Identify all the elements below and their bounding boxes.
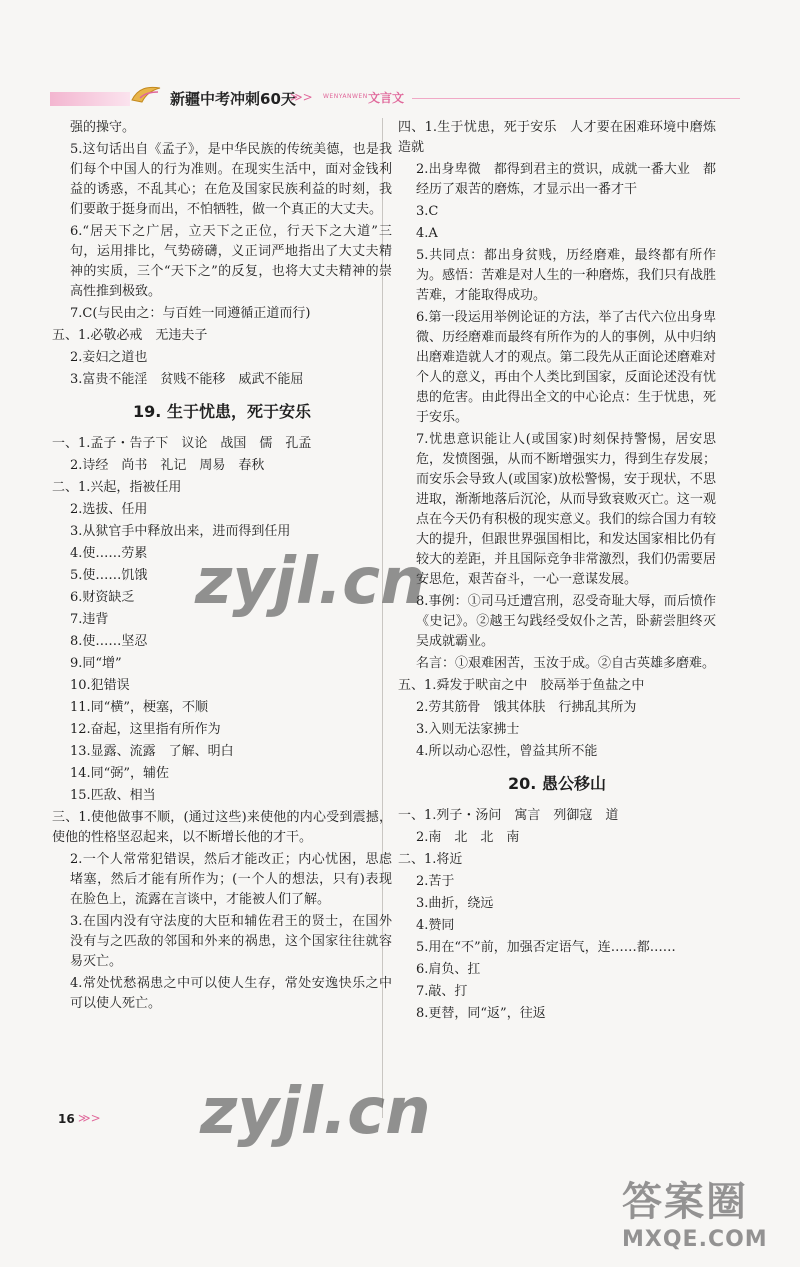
answer-line: 6.财资缺乏: [70, 590, 135, 605]
answer-line: 10.犯错误: [70, 678, 130, 693]
corner-watermark-url: MXQE.COM: [622, 1227, 768, 1252]
page-header: [40, 70, 740, 120]
answer-line: 3.富贵不能淫 贫贱不能移 威武不能屈: [70, 372, 304, 387]
answer-line: 9.同“增”: [70, 656, 122, 671]
answer-line: 二、1.兴起，指被任用: [52, 480, 182, 495]
answer-line: 五、1.必敬必戒 无违夫子: [52, 328, 208, 343]
answer-line: 6.“居天下之广居，立天下之正位，行天下之大道”三句，运用排比，气势磅礴，义正词严地指出了大丈夫精神的实质，三个“天下之”的反复，也将大丈夫精神的崇高性推到极致。: [70, 224, 392, 299]
answer-line: 11.同“横”，梗塞，不顺: [70, 700, 208, 715]
answer-line: 15.匹敌、相当: [70, 788, 156, 803]
answer-line: 5.共同点：都出身贫贱，历经磨难，最终都有所作为。感悟：苦难是对人生的一种磨炼，我们只有战胜苦难，才能取得成功。: [416, 248, 716, 303]
answer-line: 2.南 北 北 南: [416, 830, 520, 845]
answer-line: 7.C(与民由之：与百姓一同遵循正道而行): [70, 306, 311, 321]
header-pinyin: WENYANWEN: [323, 93, 368, 100]
answer-line: 3.C: [416, 204, 439, 219]
answer-line: 一、1.孟子・告子下 议论 战国 儒 孔孟: [52, 436, 312, 451]
answer-line: 7.敲、打: [416, 984, 468, 999]
answer-line: 五、1.舜发于畎亩之中 胶鬲举于鱼盐之中: [398, 678, 645, 693]
answer-line: 6.第一段运用举例论证的方法，举了古代六位出身卑微、历经磨难而最终有所作为的人的事例，从中归纳出磨难造就人才的观点。第二段先从正面论述磨难对个人的意义，再由个人类比到国家，反面论述没有忧患的危害。由此得出全文的中心论点：生于忧患，死于安乐。: [416, 310, 716, 425]
page-number-arrows: ≫>: [78, 1111, 101, 1125]
answer-line: 8.更替，同“返”，往返: [416, 1006, 546, 1021]
section-title-20: 20. 愚公移山: [508, 774, 606, 793]
corner-watermark: [622, 1170, 792, 1260]
section-title-19: 19. 生于忧患，死于安乐: [133, 402, 311, 421]
header-arrows: ≫>: [290, 90, 313, 104]
answer-line: 2.一个人常常犯错误，然后才能改正；内心忧困，思虑堵塞，然后才能有所作为；(一个人的想法，只有)表现在脸色上，流露在言谈中，才能被人们了解。: [70, 852, 392, 907]
answer-line: 4.所以动心忍性，曾益其所不能: [416, 744, 598, 759]
answer-line: 8.事例：①司马迁遭宫刑，忍受奇耻大辱，而后愤作《史记》。②越王勾践经受奴仆之苦，卧薪尝胆终灭吴成就霸业。: [416, 594, 716, 649]
answer-line: 2.出身卑微 都得到君主的赏识，成就一番大业 都经历了艰苦的磨炼，才显示出一番才干: [416, 162, 716, 197]
header-pink-band: [50, 92, 130, 106]
answer-line: 8.使……坚忍: [70, 634, 148, 649]
answer-line: 强的操守。: [70, 120, 136, 135]
answer-line: 5.用在“不”前，加强否定语气，连……都……: [416, 940, 676, 955]
answer-line: 4.赞同: [416, 918, 455, 933]
right-column: [398, 118, 716, 1026]
answer-line: 2.妾妇之道也: [70, 350, 148, 365]
watermark: zyjl.cn: [195, 545, 426, 619]
corner-watermark-logo: 答案圈: [622, 1179, 748, 1225]
answer-line: 四、1.生于忧患，死于安乐 人才要在困难环境中磨炼造就: [398, 120, 716, 155]
watermark: zyjl.cn: [200, 1075, 431, 1149]
answer-line: 3.在国内没有守法度的大臣和辅佐君王的贤士，在国外没有与之匹敌的邻国和外来的祸患，这个国家往往就容易灭亡。: [70, 914, 392, 969]
answer-line: 14.同“弼”，辅佐: [70, 766, 169, 781]
header-rule: [412, 98, 740, 99]
answer-line: 2.苦于: [416, 874, 455, 889]
page-number: 16: [58, 1112, 75, 1126]
answer-line: 3.从狱官手中释放出来，进而得到任用: [70, 524, 291, 539]
answer-line: 名言：①艰难困苦，玉汝于成。②自古英雄多磨难。: [416, 656, 716, 671]
answer-line: 12.奋起，这里指有所作为: [70, 722, 221, 737]
answer-line: 3.曲折，绕远: [416, 896, 494, 911]
answer-line: 二、1.将近: [398, 852, 463, 867]
answer-line: 13.显露、流露 了解、明白: [70, 744, 234, 759]
answer-line: 5.这句话出自《孟子》，是中华民族的传统美德，也是我们每个中国人的行为准则。在现实生活中，面对金钱利益的诱惑，不乱其心；在危及国家民族利益的时刻，我们要敢于挺身而出，不怕牺牲，做一个真正的大丈夫。: [70, 142, 392, 217]
answer-line: 7.违背: [70, 612, 109, 627]
answer-line: 2.诗经 尚书 礼记 周易 春秋: [70, 458, 265, 473]
answer-line: 4.A: [416, 226, 438, 241]
answer-line: 2.选拔、任用: [70, 502, 148, 517]
answer-line: 4.常处忧愁祸患之中可以使人生存，常处安逸快乐之中可以使人死亡。: [70, 976, 392, 1011]
answer-line: 一、1.列子・汤问 寓言 列御寇 道: [398, 808, 619, 823]
answer-line: 4.使……劳累: [70, 546, 148, 561]
bird-logo-icon: [130, 82, 164, 106]
book-title: 新疆中考冲刺60天: [170, 90, 296, 108]
header-category: 文言文: [368, 91, 405, 105]
answer-line: 三、1.使他做事不顺，(通过这些)来使他的内心受到震撼，使他的性格坚忍起来，以不断增长他的才干。: [52, 810, 392, 845]
answer-line: 3.入则无法家拂士: [416, 722, 520, 737]
answer-line: 5.使……饥饿: [70, 568, 148, 583]
answer-line: 2.劳其筋骨 饿其体肤 行拂乱其所为: [416, 700, 637, 715]
answer-line: 6.肩负、扛: [416, 962, 481, 977]
answer-line: 7.忧患意识能让人(或国家)时刻保持警惕，居安思危，发愤图强，从而不断增强实力，得到生存发展；而安乐会导致人(或国家)放松警惕，安于现状，不思进取，渐渐地落后沉沦，从而导致衰败灭亡。这一观点在今天仍有积极的现实意义。我们的综合国力有较大的提升，但跟世界强国相比，和发达国家相比仍有较大的差距，并且国际竞争非常激烈，我们仍需要居安思危，艰苦奋斗，一心一意谋发展。: [416, 432, 716, 587]
